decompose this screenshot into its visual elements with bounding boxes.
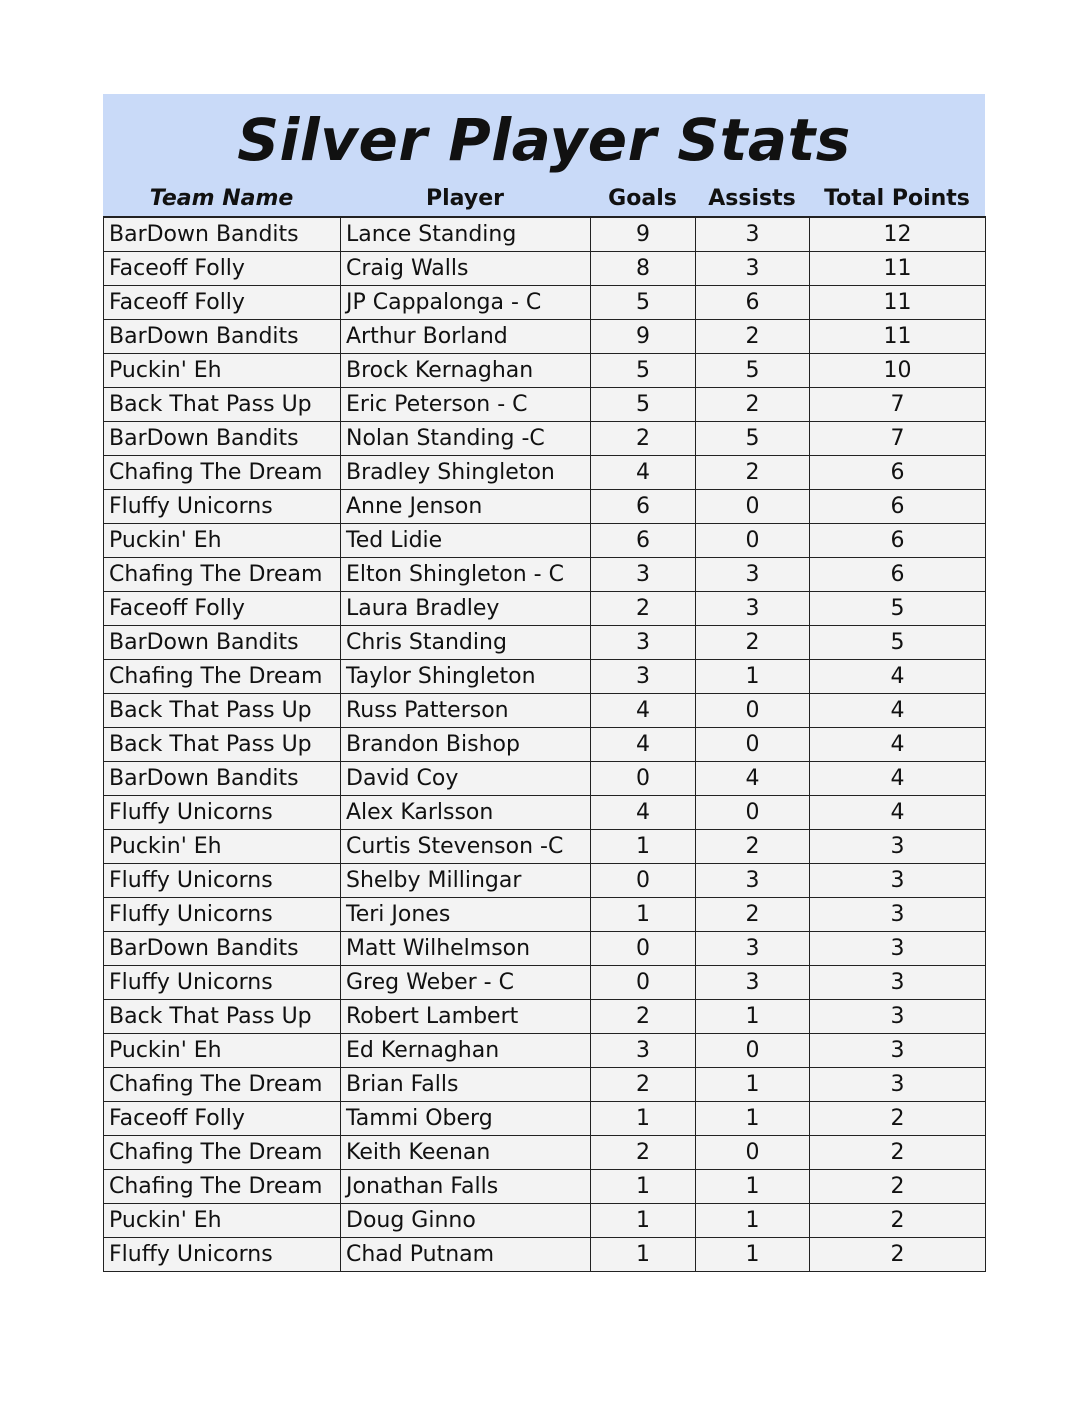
player-cell: Nolan Standing -C <box>341 422 591 456</box>
assists-cell: 3 <box>696 966 810 1000</box>
goals-cell: 0 <box>591 864 696 898</box>
table-row <box>104 864 986 898</box>
team-cell: Faceoff Folly <box>104 592 341 626</box>
total-points-cell: 10 <box>810 354 986 388</box>
goals-cell: 1 <box>591 830 696 864</box>
total-points-cell: 4 <box>810 796 986 830</box>
assists-cell: 0 <box>696 524 810 558</box>
team-cell: Fluffy Unicorns <box>104 490 341 524</box>
column-header-total-points: Total Points <box>824 186 970 211</box>
table-row <box>104 456 986 490</box>
table-row <box>104 1238 986 1272</box>
goals-cell: 3 <box>591 558 696 592</box>
goals-cell: 0 <box>591 762 696 796</box>
player-cell: Laura Bradley <box>341 592 591 626</box>
table-row <box>104 1102 986 1136</box>
table-row <box>104 626 986 660</box>
team-cell: Fluffy Unicorns <box>104 864 341 898</box>
assists-cell: 4 <box>696 762 810 796</box>
team-cell: Puckin' Eh <box>104 524 341 558</box>
total-points-cell: 6 <box>810 456 986 490</box>
player-cell: Alex Karlsson <box>341 796 591 830</box>
team-cell: BarDown Bandits <box>104 217 341 252</box>
player-cell: David Coy <box>341 762 591 796</box>
team-cell: Back That Pass Up <box>104 694 341 728</box>
assists-cell: 2 <box>696 456 810 490</box>
total-points-cell: 2 <box>810 1204 986 1238</box>
table-row <box>104 796 986 830</box>
player-cell: Taylor Shingleton <box>341 660 591 694</box>
assists-cell: 2 <box>696 830 810 864</box>
total-points-cell: 3 <box>810 1068 986 1102</box>
player-cell: Ted Lidie <box>341 524 591 558</box>
player-cell: Matt Wilhelmson <box>341 932 591 966</box>
assists-cell: 1 <box>696 1068 810 1102</box>
total-points-cell: 3 <box>810 1034 986 1068</box>
team-cell: BarDown Bandits <box>104 932 341 966</box>
table-row <box>104 660 986 694</box>
player-cell: Eric Peterson - C <box>341 388 591 422</box>
total-points-cell: 5 <box>810 626 986 660</box>
goals-cell: 9 <box>591 320 696 354</box>
table-row <box>104 1000 986 1034</box>
player-cell: Bradley Shingleton <box>341 456 591 490</box>
goals-cell: 4 <box>591 728 696 762</box>
table-row <box>104 728 986 762</box>
player-cell: Lance Standing <box>341 217 591 252</box>
goals-cell: 2 <box>591 592 696 626</box>
player-cell: Brock Kernaghan <box>341 354 591 388</box>
goals-cell: 1 <box>591 1170 696 1204</box>
goals-cell: 6 <box>591 490 696 524</box>
goals-cell: 6 <box>591 524 696 558</box>
team-cell: Chafing The Dream <box>104 660 341 694</box>
table-row <box>104 966 986 1000</box>
team-cell: Chafing The Dream <box>104 1136 341 1170</box>
assists-cell: 3 <box>696 932 810 966</box>
assists-cell: 0 <box>696 1136 810 1170</box>
assists-cell: 3 <box>696 252 810 286</box>
total-points-cell: 3 <box>810 864 986 898</box>
assists-cell: 1 <box>696 1204 810 1238</box>
column-headers <box>103 182 985 216</box>
total-points-cell: 3 <box>810 932 986 966</box>
table-row <box>104 898 986 932</box>
goals-cell: 8 <box>591 252 696 286</box>
total-points-cell: 3 <box>810 966 986 1000</box>
table-row <box>104 1136 986 1170</box>
assists-cell: 1 <box>696 1170 810 1204</box>
assists-cell: 0 <box>696 796 810 830</box>
total-points-cell: 3 <box>810 898 986 932</box>
team-cell: Faceoff Folly <box>104 1102 341 1136</box>
table-row <box>104 524 986 558</box>
goals-cell: 2 <box>591 1000 696 1034</box>
assists-cell: 2 <box>696 320 810 354</box>
goals-cell: 2 <box>591 1068 696 1102</box>
player-cell: Chad Putnam <box>341 1238 591 1272</box>
table-row <box>104 490 986 524</box>
total-points-cell: 6 <box>810 524 986 558</box>
player-cell: Arthur Borland <box>341 320 591 354</box>
team-cell: Faceoff Folly <box>104 252 341 286</box>
table-row <box>104 354 986 388</box>
player-cell: Shelby Millingar <box>341 864 591 898</box>
table-row <box>104 1034 986 1068</box>
table-row <box>104 830 986 864</box>
player-cell: Tammi Oberg <box>341 1102 591 1136</box>
team-cell: BarDown Bandits <box>104 320 341 354</box>
column-header-assists: Assists <box>708 186 796 211</box>
goals-cell: 3 <box>591 660 696 694</box>
table-row <box>104 694 986 728</box>
player-cell: Brandon Bishop <box>341 728 591 762</box>
goals-cell: 5 <box>591 286 696 320</box>
total-points-cell: 11 <box>810 252 986 286</box>
team-cell: BarDown Bandits <box>104 626 341 660</box>
goals-cell: 1 <box>591 1102 696 1136</box>
table-row <box>104 217 986 252</box>
total-points-cell: 4 <box>810 728 986 762</box>
team-cell: Puckin' Eh <box>104 354 341 388</box>
team-cell: BarDown Bandits <box>104 422 341 456</box>
page-title: Silver Player Stats <box>237 106 851 174</box>
goals-cell: 9 <box>591 217 696 252</box>
team-cell: Back That Pass Up <box>104 728 341 762</box>
column-header-goals: Goals <box>608 186 677 211</box>
player-cell: Brian Falls <box>341 1068 591 1102</box>
team-cell: BarDown Bandits <box>104 762 341 796</box>
table-row <box>104 286 986 320</box>
player-cell: Ed Kernaghan <box>341 1034 591 1068</box>
assists-cell: 6 <box>696 286 810 320</box>
goals-cell: 3 <box>591 1034 696 1068</box>
assists-cell: 1 <box>696 1102 810 1136</box>
assists-cell: 0 <box>696 1034 810 1068</box>
total-points-cell: 12 <box>810 217 986 252</box>
assists-cell: 0 <box>696 490 810 524</box>
total-points-cell: 5 <box>810 592 986 626</box>
player-cell: Robert Lambert <box>341 1000 591 1034</box>
goals-cell: 0 <box>591 932 696 966</box>
table-row <box>104 1170 986 1204</box>
table-row <box>104 252 986 286</box>
assists-cell: 1 <box>696 1238 810 1272</box>
player-cell: JP Cappalonga - C <box>341 286 591 320</box>
player-cell: Curtis Stevenson -C <box>341 830 591 864</box>
total-points-cell: 11 <box>810 320 986 354</box>
total-points-cell: 4 <box>810 694 986 728</box>
table-row <box>104 762 986 796</box>
goals-cell: 0 <box>591 966 696 1000</box>
header-block <box>103 94 985 216</box>
table-row <box>104 592 986 626</box>
goals-cell: 5 <box>591 354 696 388</box>
total-points-cell: 7 <box>810 388 986 422</box>
assists-cell: 5 <box>696 422 810 456</box>
team-cell: Fluffy Unicorns <box>104 898 341 932</box>
table-row <box>104 932 986 966</box>
team-cell: Fluffy Unicorns <box>104 796 341 830</box>
team-cell: Back That Pass Up <box>104 388 341 422</box>
team-cell: Puckin' Eh <box>104 1034 341 1068</box>
goals-cell: 1 <box>591 1238 696 1272</box>
goals-cell: 4 <box>591 456 696 490</box>
team-cell: Faceoff Folly <box>104 286 341 320</box>
player-cell: Russ Patterson <box>341 694 591 728</box>
goals-cell: 2 <box>591 422 696 456</box>
player-cell: Keith Keenan <box>341 1136 591 1170</box>
total-points-cell: 11 <box>810 286 986 320</box>
team-cell: Chafing The Dream <box>104 1068 341 1102</box>
goals-cell: 2 <box>591 1136 696 1170</box>
goals-cell: 3 <box>591 626 696 660</box>
player-cell: Elton Shingleton - C <box>341 558 591 592</box>
stats-table <box>103 216 986 1272</box>
team-cell: Fluffy Unicorns <box>104 1238 341 1272</box>
player-cell: Teri Jones <box>341 898 591 932</box>
total-points-cell: 3 <box>810 1000 986 1034</box>
table-row <box>104 320 986 354</box>
assists-cell: 2 <box>696 388 810 422</box>
player-cell: Doug Ginno <box>341 1204 591 1238</box>
total-points-cell: 4 <box>810 660 986 694</box>
team-cell: Back That Pass Up <box>104 1000 341 1034</box>
assists-cell: 2 <box>696 626 810 660</box>
player-cell: Jonathan Falls <box>341 1170 591 1204</box>
total-points-cell: 2 <box>810 1170 986 1204</box>
stats-table-body <box>104 217 986 1272</box>
total-points-cell: 2 <box>810 1238 986 1272</box>
table-row <box>104 422 986 456</box>
column-header-team: Team Name <box>149 186 294 211</box>
goals-cell: 1 <box>591 898 696 932</box>
table-row <box>104 558 986 592</box>
assists-cell: 5 <box>696 354 810 388</box>
team-cell: Chafing The Dream <box>104 456 341 490</box>
player-cell: Anne Jenson <box>341 490 591 524</box>
total-points-cell: 2 <box>810 1102 986 1136</box>
total-points-cell: 6 <box>810 490 986 524</box>
column-header-player: Player <box>426 186 504 211</box>
goals-cell: 1 <box>591 1204 696 1238</box>
team-cell: Puckin' Eh <box>104 830 341 864</box>
team-cell: Chafing The Dream <box>104 558 341 592</box>
total-points-cell: 2 <box>810 1136 986 1170</box>
stats-sheet <box>103 94 985 1272</box>
assists-cell: 0 <box>696 728 810 762</box>
assists-cell: 3 <box>696 864 810 898</box>
team-cell: Chafing The Dream <box>104 1170 341 1204</box>
player-cell: Chris Standing <box>341 626 591 660</box>
assists-cell: 3 <box>696 592 810 626</box>
team-cell: Fluffy Unicorns <box>104 966 341 1000</box>
assists-cell: 3 <box>696 558 810 592</box>
table-row <box>104 1068 986 1102</box>
total-points-cell: 4 <box>810 762 986 796</box>
goals-cell: 5 <box>591 388 696 422</box>
assists-cell: 1 <box>696 1000 810 1034</box>
table-row <box>104 1204 986 1238</box>
assists-cell: 1 <box>696 660 810 694</box>
goals-cell: 4 <box>591 796 696 830</box>
assists-cell: 0 <box>696 694 810 728</box>
player-cell: Greg Weber - C <box>341 966 591 1000</box>
player-cell: Craig Walls <box>341 252 591 286</box>
goals-cell: 4 <box>591 694 696 728</box>
table-row <box>104 388 986 422</box>
assists-cell: 2 <box>696 898 810 932</box>
team-cell: Puckin' Eh <box>104 1204 341 1238</box>
total-points-cell: 3 <box>810 830 986 864</box>
total-points-cell: 7 <box>810 422 986 456</box>
total-points-cell: 6 <box>810 558 986 592</box>
assists-cell: 3 <box>696 217 810 252</box>
